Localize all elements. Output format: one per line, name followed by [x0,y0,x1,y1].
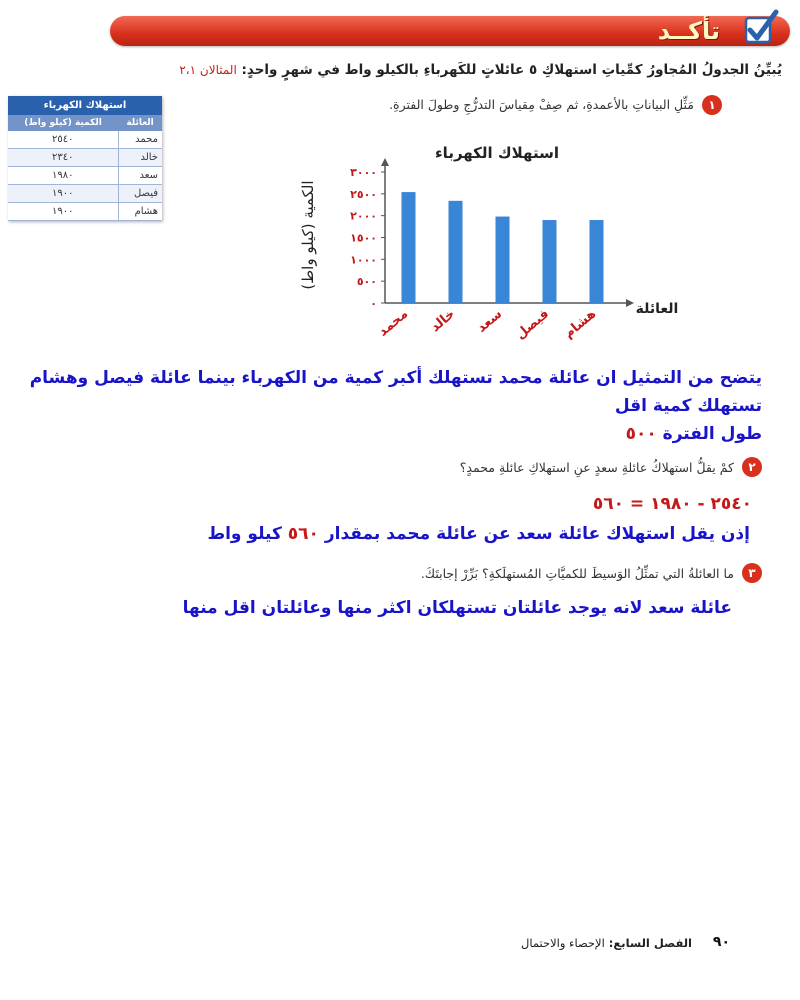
answer-2-equation: ٢٥٤٠ - ١٩٨٠ = ٥٦٠ [592,494,752,514]
answer-2-conclusion [207,524,750,544]
table-cell-name: سعد [118,167,162,185]
table-row [8,167,162,185]
intro-statement: يُبيِّنُ الجدولُ المُجاورُ كمِّياتِ استهلاكِ ٥ عائلاتٍ للكَهرباءِ بالكيلو واط في شهرٍ واحدٍ: [241,62,782,78]
bar [449,201,463,303]
chart-y-label: الكمية (كيلو واط) [299,180,317,290]
answer-3: عائلة سعد لانه يوجد عائلتان تستهلكان اكثر منها وعائلتان اقل منها [182,598,732,618]
table-cell-value: ١٩٨٠ [8,167,118,185]
bar-chart [285,140,685,350]
header-banner [110,16,790,46]
question-number-2: ٢ [742,457,762,477]
check-icon [740,8,780,48]
x-axis-arrow [626,299,634,307]
table-cell-value: ٢٥٤٠ [8,131,118,149]
table-row [8,149,162,167]
bar [590,220,604,303]
question-text-3: ما العائلةُ التي تمثِّلُ الوَسيطَ للكميَّاتِ المُستهلَكةِ؟ بَرِّرْ إجابتَكَ. [420,566,734,581]
x-tick-label: فيصل [513,306,553,343]
y-tick-label: ٢٥٠٠ [350,187,377,201]
x-tick-label: خالد [428,306,459,336]
answer-1-line-1: يتضح من التمثيل ان عائلة محمد تستهلك أكبر كمية من الكهرباء بينما عائلة فيصل وهشام [29,368,762,388]
example-reference: المثالان ٢،١ [179,63,237,77]
y-tick-label: ٠ [370,297,377,310]
question-text-1: مَثِّلِ البياناتِ بالأعمدةِ، ثم صِفْ مِقياسَ التدرُّجِ وطولَ الفترةِ. [389,97,694,112]
chapter-name: الفصل السابع: [608,936,692,950]
page-footer [60,934,730,954]
question-text-2: كمْ يقلُّ استهلاكُ عائلةِ سعدٍ عنِ استهلاكِ عائلةِ محمدٍ؟ [459,460,734,475]
conclusion-unit: كيلو واط [207,524,282,544]
conclusion-value: ٥٦٠ [287,524,319,544]
table-cell-name: محمد [118,131,162,149]
chapter-title: الإحصاء والاحتمال [520,936,605,950]
conclusion-text: إذن يقل استهلاك عائلة سعد عن عائلة محمد بمقدار [324,524,750,544]
x-tick-label: سعد [474,306,506,336]
table-cell-name: هشام [118,203,162,221]
answer-1-period [626,424,762,444]
table-row [8,131,162,149]
table-header-quantity: الكمية (كيلو واط) [8,115,118,131]
table-row [8,185,162,203]
y-tick-label: ١٥٠٠ [350,231,377,245]
y-tick-label: ٢٠٠٠ [350,209,377,223]
bar [543,220,557,303]
table-cell-value: ١٩٠٠ [8,203,118,221]
y-tick-label: ٥٠٠ [356,275,377,289]
table-cell-value: ١٩٠٠ [8,185,118,203]
table-cell-value: ٢٣٤٠ [8,149,118,167]
table-header-family: العائلة [118,115,162,131]
x-tick-label: هشام [561,306,600,342]
data-table [8,96,162,221]
y-tick-label: ٣٠٠٠ [350,166,377,179]
answer-1-line-2: تستهلك كمية اقل [614,396,762,416]
table-cell-name: فيصل [118,185,162,203]
chapter-label [521,936,692,950]
question-number-3: ٣ [742,563,762,583]
table-row [8,203,162,221]
bar [496,217,510,303]
period-value: ٥٠٠ [625,424,657,444]
period-label: طول الفترة [662,424,762,444]
table-caption: استهلاك الكهرباء [8,96,162,115]
bar [402,192,416,303]
chart-x-label: العائلة [635,301,679,317]
x-tick-label: محمد [375,306,412,340]
section-title: تأكــد [657,17,720,45]
y-tick-label: ١٠٠٠ [350,253,377,267]
page-number: ٩٠ [712,934,730,950]
question-number-1: ١ [702,95,722,115]
y-axis-arrow [381,158,389,166]
intro-text [12,62,782,78]
table-cell-name: خالد [118,149,162,167]
chart-title: استهلاك الكهرباء [435,144,559,162]
